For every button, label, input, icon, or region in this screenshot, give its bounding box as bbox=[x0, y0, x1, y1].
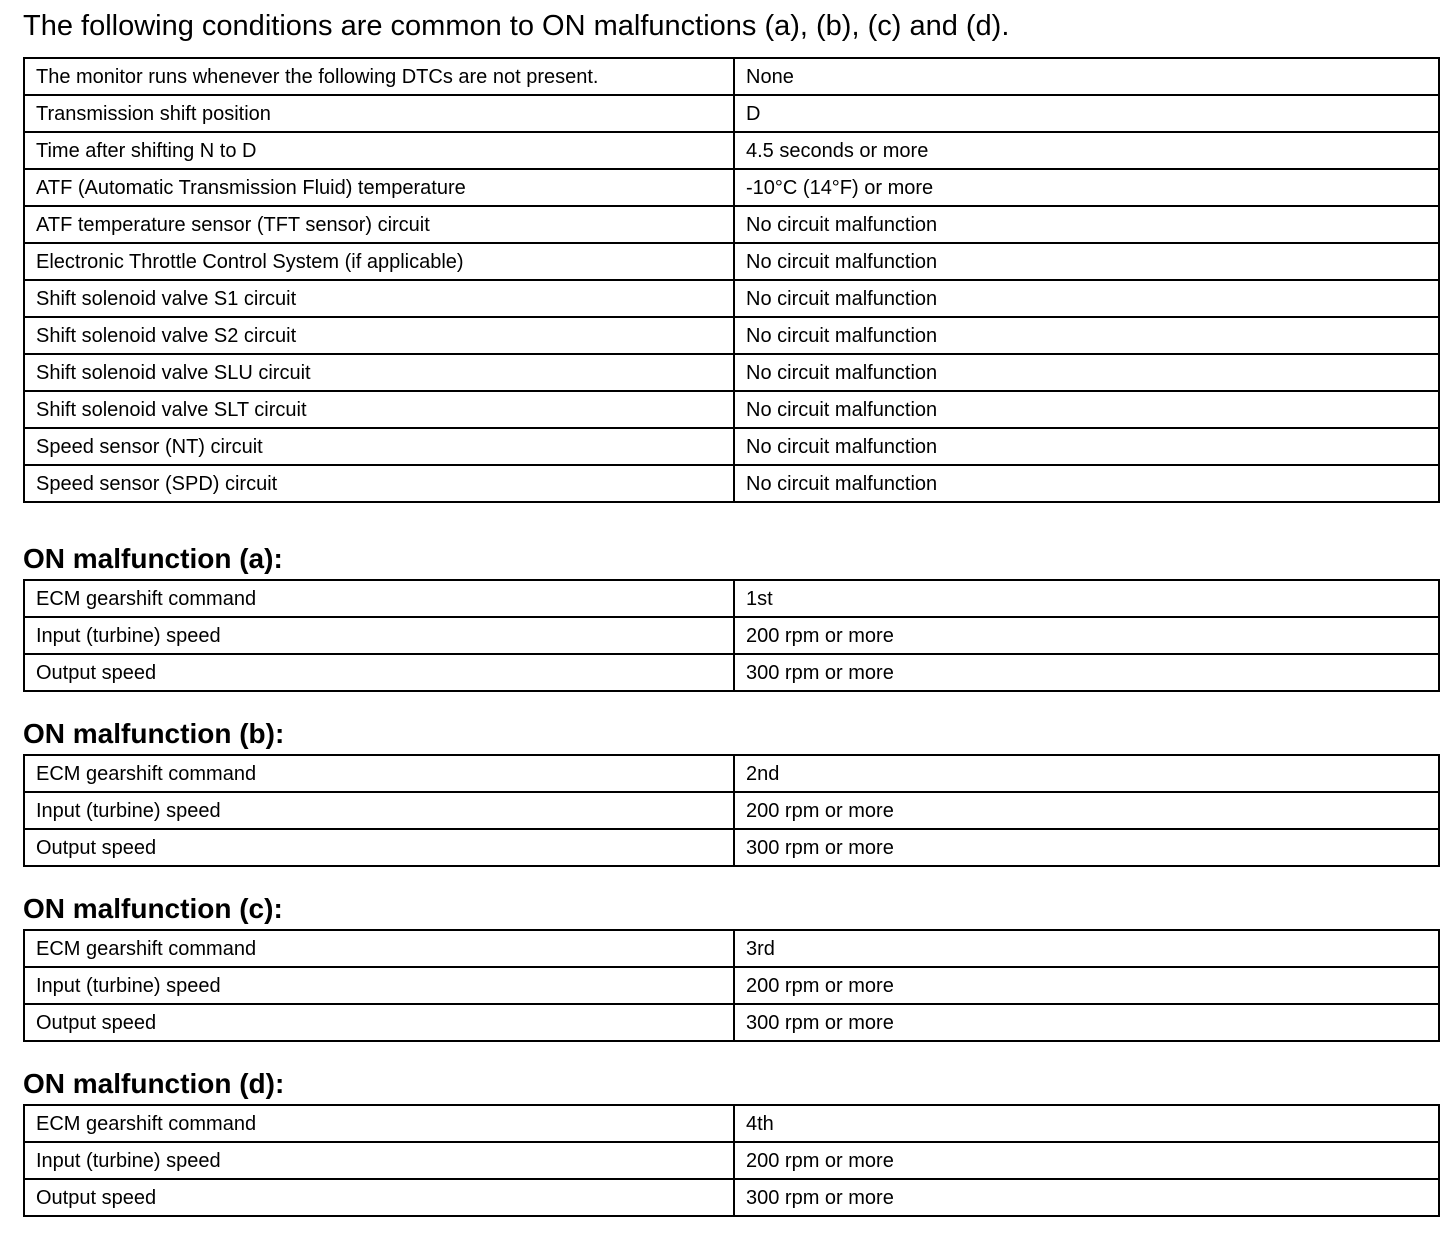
malfunction-c-table bbox=[23, 929, 1440, 1042]
condition-value: None bbox=[734, 58, 1439, 95]
table-row bbox=[24, 1105, 1439, 1142]
malfunction-b-table bbox=[23, 754, 1440, 867]
condition-value: 300 rpm or more bbox=[734, 1179, 1439, 1216]
condition-label: ECM gearshift command bbox=[24, 1105, 734, 1142]
table-row bbox=[24, 132, 1439, 169]
condition-value: No circuit malfunction bbox=[734, 243, 1439, 280]
condition-label: The monitor runs whenever the following DTCs are not present. bbox=[24, 58, 734, 95]
condition-value: 300 rpm or more bbox=[734, 829, 1439, 866]
condition-value: 4.5 seconds or more bbox=[734, 132, 1439, 169]
table-row bbox=[24, 317, 1439, 354]
condition-label: Shift solenoid valve S2 circuit bbox=[24, 317, 734, 354]
malfunction-d-table bbox=[23, 1104, 1440, 1217]
condition-label: Shift solenoid valve S1 circuit bbox=[24, 280, 734, 317]
malfunction-d-heading: ON malfunction (d): bbox=[23, 1068, 285, 1099]
table-row bbox=[24, 206, 1439, 243]
condition-label: Input (turbine) speed bbox=[24, 792, 734, 829]
table-row bbox=[24, 1179, 1439, 1216]
condition-value: 200 rpm or more bbox=[734, 792, 1439, 829]
malfunction-a-table bbox=[23, 579, 1440, 692]
condition-label: Time after shifting N to D bbox=[24, 132, 734, 169]
table-row bbox=[24, 58, 1439, 95]
condition-value: 300 rpm or more bbox=[734, 654, 1439, 691]
condition-label: ECM gearshift command bbox=[24, 930, 734, 967]
condition-value: -10°C (14°F) or more bbox=[734, 169, 1439, 206]
malfunction-a-heading: ON malfunction (a): bbox=[23, 543, 283, 574]
table-row bbox=[24, 580, 1439, 617]
malfunction-c-heading: ON malfunction (c): bbox=[23, 893, 283, 924]
condition-label: Input (turbine) speed bbox=[24, 617, 734, 654]
condition-label: Transmission shift position bbox=[24, 95, 734, 132]
condition-value: 200 rpm or more bbox=[734, 967, 1439, 1004]
condition-label: Output speed bbox=[24, 829, 734, 866]
condition-value: No circuit malfunction bbox=[734, 428, 1439, 465]
table-row bbox=[24, 654, 1439, 691]
condition-label: Input (turbine) speed bbox=[24, 1142, 734, 1179]
condition-value: 3rd bbox=[734, 930, 1439, 967]
table-row bbox=[24, 95, 1439, 132]
table-row bbox=[24, 617, 1439, 654]
condition-label: ECM gearshift command bbox=[24, 580, 734, 617]
condition-value: No circuit malfunction bbox=[734, 354, 1439, 391]
table-row bbox=[24, 930, 1439, 967]
condition-value: 200 rpm or more bbox=[734, 617, 1439, 654]
condition-value: No circuit malfunction bbox=[734, 280, 1439, 317]
condition-label: Input (turbine) speed bbox=[24, 967, 734, 1004]
condition-value: 200 rpm or more bbox=[734, 1142, 1439, 1179]
table-row bbox=[24, 465, 1439, 502]
table-row bbox=[24, 792, 1439, 829]
condition-label: ECM gearshift command bbox=[24, 755, 734, 792]
condition-value: 2nd bbox=[734, 755, 1439, 792]
condition-label: Shift solenoid valve SLU circuit bbox=[24, 354, 734, 391]
condition-label: Speed sensor (SPD) circuit bbox=[24, 465, 734, 502]
condition-value: 300 rpm or more bbox=[734, 1004, 1439, 1041]
condition-value: 4th bbox=[734, 1105, 1439, 1142]
condition-value: 1st bbox=[734, 580, 1439, 617]
condition-value: D bbox=[734, 95, 1439, 132]
malfunction-b-heading: ON malfunction (b): bbox=[23, 718, 285, 749]
table-row bbox=[24, 243, 1439, 280]
table-row bbox=[24, 1142, 1439, 1179]
condition-value: No circuit malfunction bbox=[734, 317, 1439, 354]
table-row bbox=[24, 967, 1439, 1004]
condition-label: Shift solenoid valve SLT circuit bbox=[24, 391, 734, 428]
table-row bbox=[24, 829, 1439, 866]
common-conditions-table bbox=[23, 57, 1440, 503]
table-row bbox=[24, 391, 1439, 428]
condition-label: Speed sensor (NT) circuit bbox=[24, 428, 734, 465]
condition-label: Output speed bbox=[24, 654, 734, 691]
condition-label: ATF (Automatic Transmission Fluid) temperature bbox=[24, 169, 734, 206]
condition-value: No circuit malfunction bbox=[734, 391, 1439, 428]
table-row bbox=[24, 428, 1439, 465]
condition-label: ATF temperature sensor (TFT sensor) circuit bbox=[24, 206, 734, 243]
condition-label: Output speed bbox=[24, 1004, 734, 1041]
table-row bbox=[24, 280, 1439, 317]
condition-value: No circuit malfunction bbox=[734, 206, 1439, 243]
condition-label: Output speed bbox=[24, 1179, 734, 1216]
condition-value: No circuit malfunction bbox=[734, 465, 1439, 502]
table-row bbox=[24, 755, 1439, 792]
table-row bbox=[24, 1004, 1439, 1041]
condition-label: Electronic Throttle Control System (if applicable) bbox=[24, 243, 734, 280]
table-row bbox=[24, 169, 1439, 206]
table-row bbox=[24, 354, 1439, 391]
intro-text: The following conditions are common to ON malfunctions (a), (b), (c) and (d). bbox=[23, 10, 1010, 42]
